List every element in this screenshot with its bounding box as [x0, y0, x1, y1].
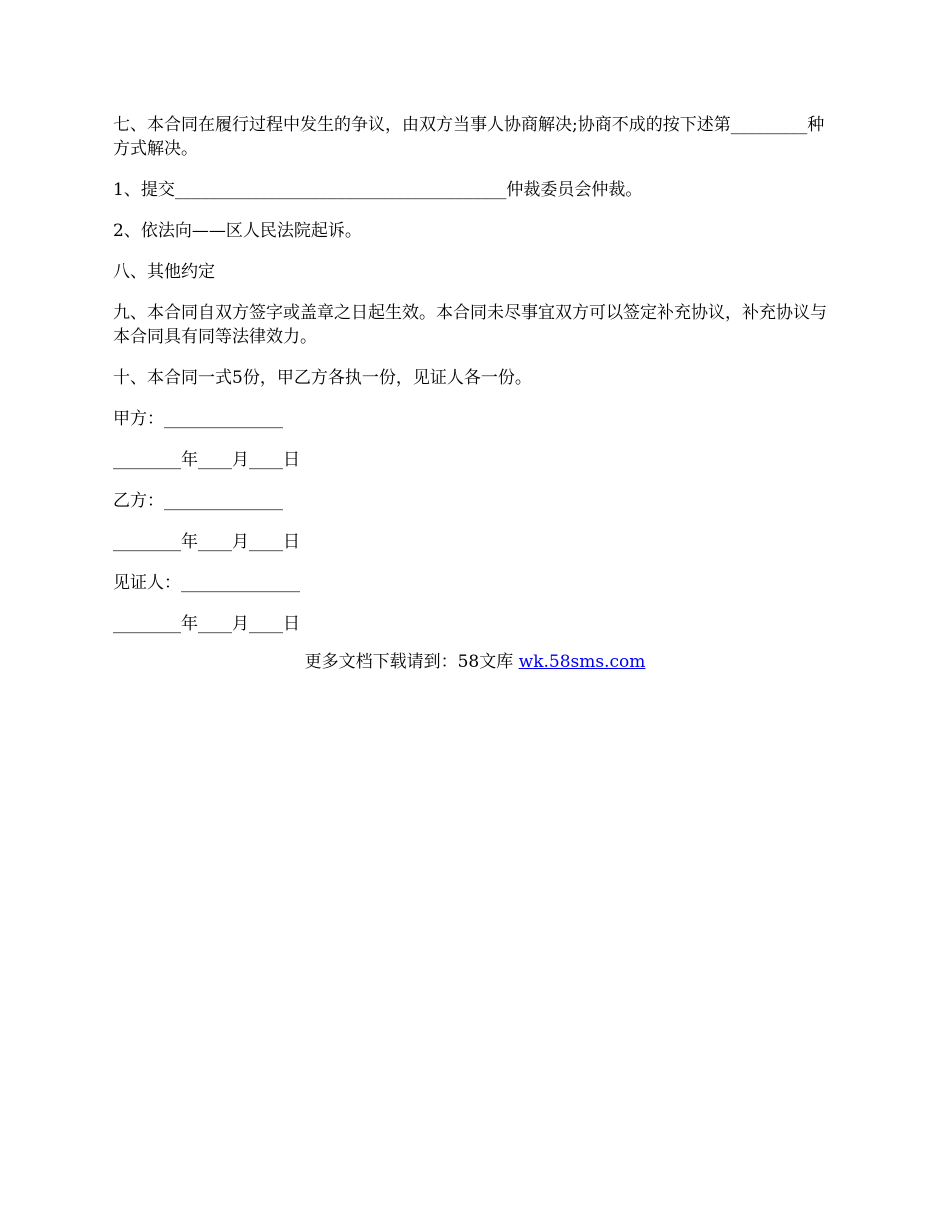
download-footer	[0, 650, 950, 674]
party-b-signature-line: 乙方：______________	[113, 491, 283, 511]
party-b-date-line: ________年____月____日	[113, 532, 300, 552]
witness-signature-line: 见证人：______________	[113, 573, 300, 593]
footer-text: 更多文档下载请到：58文库	[304, 652, 519, 672]
party-a-signature-line: 甲方：______________	[113, 409, 283, 429]
option-1-arbitration: 1、提交_______________________________________仲裁委员会仲裁。	[113, 180, 643, 200]
clause-10-copies: 十、本合同一式5份，甲乙方各执一份，见证人各一份。	[113, 368, 532, 388]
clause-8-other-agreements: 八、其他约定	[113, 262, 215, 282]
party-a-date-line: ________年____月____日	[113, 450, 300, 470]
option-2-court: 2、依法向——区人民法院起诉。	[113, 221, 362, 241]
document-body	[113, 113, 841, 653]
footer-link[interactable]: wk.58sms.com	[518, 652, 646, 672]
clause-7-dispute-resolution: 七、本合同在履行过程中发生的争议，由双方当事人协商解决;协商不成的按下述第_________种方式解决。	[113, 115, 825, 159]
clause-9-effectiveness: 九、本合同自双方签字或盖章之日起生效。本合同未尽事宜双方可以签定补充协议，补充协议与本合同具有同等法律效力。	[113, 303, 827, 347]
witness-date-line: ________年____月____日	[113, 614, 300, 634]
